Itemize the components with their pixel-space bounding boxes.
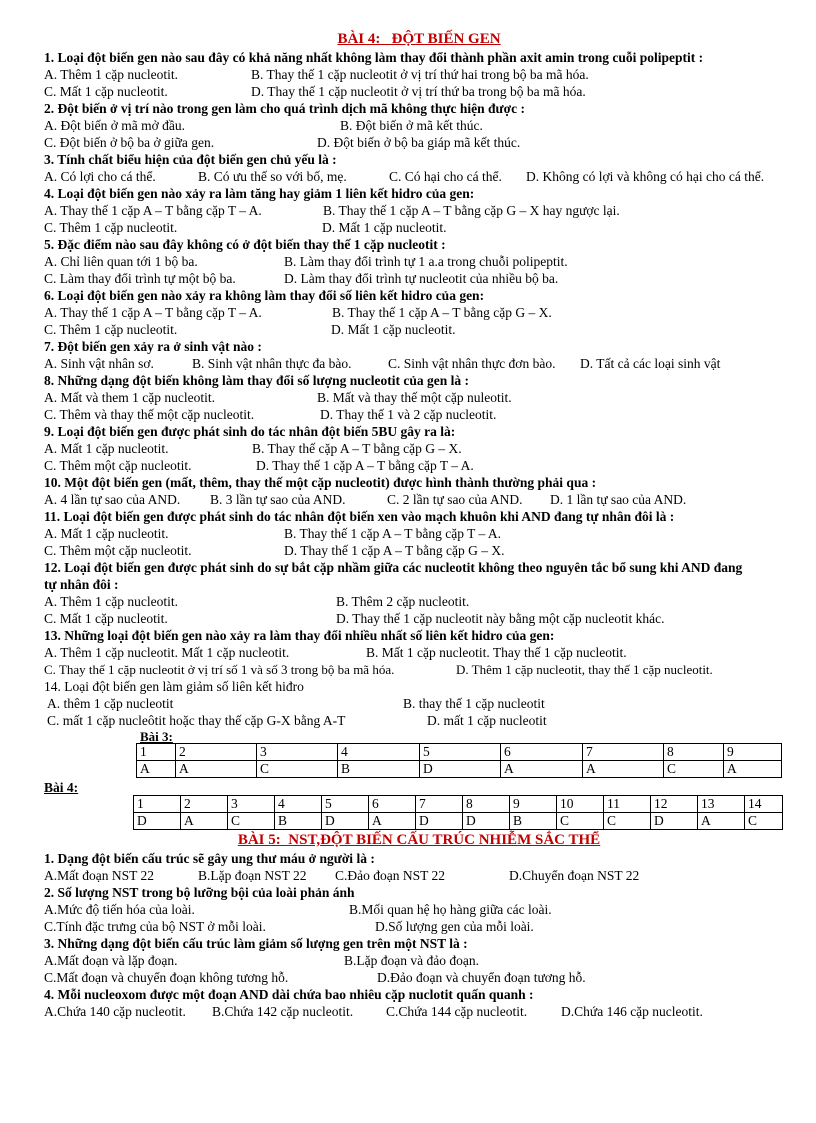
option-a: A. Đột biến ở mã mở đầu. <box>44 118 186 133</box>
option-c: C. mất 1 cặp nucleôtit hoặc thay thế cặp G-X bằng A-T <box>47 713 346 728</box>
question-1: 1. Loại đột biến gen nào sau đây có khả năng nhất không làm thay đổi thành phần axit amin trong cuỗi polipeptit : <box>44 50 704 65</box>
option-d: D. Làm thay đổi trình tự nucleotit của nhiều bộ ba. <box>284 271 559 286</box>
option-d: D.Số lượng gen của mỗi loài. <box>375 919 534 934</box>
option-b: B. Thay thế cặp A – T bằng cặp G – X. <box>252 441 462 456</box>
option-c: C. Thêm và thay thế một cặp nucleotit. <box>44 407 255 422</box>
options-row <box>44 117 794 134</box>
bai4-answer-block <box>44 779 794 831</box>
table-row <box>134 813 783 830</box>
table-cell: 4 <box>338 744 420 761</box>
option-a: A. Thêm 1 cặp nucleotit. <box>44 67 178 82</box>
question-6: 6. Loại đột biến gen nào xảy ra không làm thay đổi số liên kết hidro của gen: <box>44 288 485 303</box>
options-row <box>44 491 794 508</box>
table-cell: 7 <box>583 744 664 761</box>
option-b: B. Thay thế 1 cặp A – T bằng cặp G – X hay ngược lại. <box>323 203 620 218</box>
table-cell: 12 <box>651 796 698 813</box>
option-a: A.Mất đoạn và lặp đoạn. <box>44 953 178 968</box>
table-cell: 3 <box>257 744 338 761</box>
table-cell: C <box>257 761 338 778</box>
bai4-label: Bài 4: <box>44 780 79 795</box>
options-row <box>44 593 794 610</box>
option-d: D. Thay thế 1 cặp A – T bằng cặp T – A. <box>256 458 474 473</box>
option-c: C.Tính đặc trưng của bộ NST ở mỗi loài. <box>44 919 266 934</box>
table-cell: 11 <box>604 796 651 813</box>
option-c: C. Mất 1 cặp nucleotit. <box>44 84 168 99</box>
options-row <box>44 389 794 406</box>
options-row <box>44 901 794 918</box>
options-row <box>44 712 794 729</box>
document-page <box>44 30 794 1020</box>
table-cell: 1 <box>137 744 176 761</box>
option-c: C. Làm thay đổi trình tự một bộ ba. <box>44 271 236 286</box>
options-row <box>44 321 794 338</box>
option-c: C. Thêm một cặp nucleotit. <box>44 458 192 473</box>
option-d: D. Tất cả các loại sinh vật <box>580 356 721 371</box>
options-row <box>44 695 794 712</box>
options-row <box>44 219 794 236</box>
option-b: B. Làm thay đổi trình tự 1 a.a trong chuỗi polipeptit. <box>284 254 568 269</box>
table-cell: C <box>664 761 724 778</box>
option-a: A. Thêm 1 cặp nucleotit. <box>44 594 178 609</box>
table-cell: 5 <box>420 744 501 761</box>
question-3: 3. Tính chất biểu hiện của đột biến gen chủ yếu là : <box>44 152 337 167</box>
table-cell: D <box>420 761 501 778</box>
option-b: B. Đột biến ở mã kết thúc. <box>340 118 483 133</box>
question-5: 5. Đặc điểm nào sau đây không có ở đột biến thay thế 1 cặp nucleotit : <box>44 237 446 252</box>
option-c: C.Đảo đoạn NST 22 <box>335 868 445 883</box>
option-d: D. Thay thế 1 cặp nucleotit này bằng một cặp nucleotit khác. <box>336 611 665 626</box>
options-row <box>44 202 794 219</box>
option-b: B. Sinh vật nhân thực đa bào. <box>192 356 352 371</box>
option-d: D. Thay thế 1 cặp A – T bằng cặp G – X. <box>284 543 505 558</box>
bai3-answer-table <box>136 743 782 778</box>
option-c: C. Sinh vật nhân thực đơn bào. <box>388 356 556 371</box>
question-2: 2. Số lượng NST trong bộ lưỡng bội của loài phản ánh <box>44 885 355 900</box>
table-cell: A <box>369 813 416 830</box>
section-title-bai4: BÀI 4: ĐỘT BIẾN GEN <box>337 31 501 47</box>
table-cell: A <box>698 813 745 830</box>
option-a: A. Mất 1 cặp nucleotit. <box>44 441 169 456</box>
table-cell: B <box>275 813 322 830</box>
option-a: A. Thay thế 1 cặp A – T bằng cặp T – A. <box>44 305 262 320</box>
option-b: B. Thay thế 1 cặp nucleotit ở vị trí thứ hai trong bộ ba mã hóa. <box>251 67 589 82</box>
options-row <box>44 440 794 457</box>
table-cell: C <box>228 813 275 830</box>
options-row <box>44 134 794 151</box>
table-cell: C <box>557 813 604 830</box>
table-cell: B <box>338 761 420 778</box>
table-cell: A <box>724 761 782 778</box>
option-c: C. 2 lần tự sao của AND. <box>387 492 523 507</box>
option-a: A. Chỉ liên quan tới 1 bộ ba. <box>44 254 198 269</box>
options-row <box>44 168 794 185</box>
options-row <box>44 610 794 627</box>
table-cell: D <box>322 813 369 830</box>
option-b: B. Thay thế 1 cặp A – T bằng cặp G – X. <box>332 305 552 320</box>
table-cell: A <box>176 761 257 778</box>
table-cell: A <box>583 761 664 778</box>
table-cell: 5 <box>322 796 369 813</box>
option-c: C. Thay thế 1 cặp nucleotit ở vị trí số 1 và số 3 trong bộ ba mã hóa. <box>44 662 395 677</box>
question-12: 12. Loại đột biến gen được phát sinh do sự bắt cặp nhầm giữa các nucleotit không theo nguyên tắc bổ sung khi AND đang tự nhân đôi : <box>44 560 743 592</box>
option-b: B. Thay thế 1 cặp A – T bằng cặp T – A. <box>284 526 501 541</box>
section-title-bai5: BÀI 5: NST,ĐỘT BIẾN CẤU TRÚC NHIỄM SẮC THỂ <box>237 832 601 848</box>
option-b: B. Thêm 2 cặp nucleotit. <box>336 594 470 609</box>
option-c: C. Có hại cho cá thể. <box>389 169 502 184</box>
options-row <box>44 661 794 678</box>
table-cell: 1 <box>134 796 181 813</box>
option-a: A.Mức độ tiến hóa của loài. <box>44 902 195 917</box>
table-cell: A <box>501 761 583 778</box>
question-4: 4. Loại đột biến gen nào xảy ra làm tăng hay giảm 1 liên kết hidro của gen: <box>44 186 475 201</box>
table-cell: 2 <box>181 796 228 813</box>
option-a: A.Mất đoạn NST 22 <box>44 868 154 883</box>
bai3-answer-block <box>44 729 794 779</box>
option-d: D. Không có lợi và không có hại cho cá thể. <box>526 169 765 184</box>
option-d: D. Thay thế 1 cặp nucleotit ở vị trí thứ ba trong bộ ba mã hóa. <box>251 84 586 99</box>
table-cell: 4 <box>275 796 322 813</box>
question-2: 2. Đột biến ở vị trí nào trong gen làm cho quá trình dịch mã không thực hiện được : <box>44 101 525 116</box>
table-cell: A <box>137 761 176 778</box>
option-a: A.Chứa 140 cặp nucleotit. <box>44 1004 186 1019</box>
table-row <box>137 744 782 761</box>
option-a: A. Thay thế 1 cặp A – T bằng cặp T – A. <box>44 203 262 218</box>
options-row <box>44 952 794 969</box>
question-4: 4. Mỗi nucleoxom được một đoạn AND dài chứa bao nhiêu cặp nuclotit quấn quanh : <box>44 987 534 1002</box>
option-a: A. Mất 1 cặp nucleotit. <box>44 526 169 541</box>
option-d: D. Đột biến ở bộ ba giáp mã kết thúc. <box>317 135 521 150</box>
option-c: C. Thêm 1 cặp nucleotit. <box>44 322 178 337</box>
options-row <box>44 355 794 372</box>
option-c: C. Mất 1 cặp nucleotit. <box>44 611 168 626</box>
table-cell: 7 <box>416 796 463 813</box>
table-cell: 6 <box>501 744 583 761</box>
table-cell: 8 <box>664 744 724 761</box>
option-b: B.Chứa 142 cặp nucleotit. <box>212 1004 354 1019</box>
question-10: 10. Một đột biến gen (mất, thêm, thay thế một cặp nucleotit) được hình thành thường phải qua : <box>44 475 597 490</box>
options-row <box>44 270 794 287</box>
option-b: B. Mất và thay thế một cặp nuleotit. <box>317 390 512 405</box>
table-row <box>134 796 783 813</box>
option-d: D.Chuyển đoạn NST 22 <box>509 868 640 883</box>
question-7: 7. Đột biến gen xảy ra ở sinh vật nào : <box>44 339 262 354</box>
option-c: C.Mất đoạn và chuyển đoạn không tương hỗ. <box>44 970 289 985</box>
question-3: 3. Những dạng đột biến cấu trúc làm giảm số lượng gen trên một NST là : <box>44 936 468 951</box>
option-b: B. Có ưu thế so với bố, mẹ. <box>198 169 347 184</box>
option-a: A. thêm 1 cặp nucleotit <box>47 696 174 711</box>
table-cell: D <box>651 813 698 830</box>
table-cell: D <box>416 813 463 830</box>
table-row <box>137 761 782 778</box>
options-row <box>44 457 794 474</box>
options-row <box>44 867 794 884</box>
table-cell: C <box>604 813 651 830</box>
question-13: 13. Những loại đột biến gen nào xảy ra làm thay đổi nhiều nhất số liên kết hidro của gen: <box>44 628 555 643</box>
question-11: 11. Loại đột biến gen được phát sinh do tác nhân đột biến xen vào mạch khuôn khi AND đang tự nhân đôi là : <box>44 509 675 524</box>
question-8: 8. Những dạng đột biến không làm thay đổi số lượng nucleotit của gen là : <box>44 373 470 388</box>
table-cell: 10 <box>557 796 604 813</box>
options-row <box>44 969 794 986</box>
table-cell: 9 <box>724 744 782 761</box>
table-cell: 6 <box>369 796 416 813</box>
table-cell: 14 <box>745 796 783 813</box>
option-d: D. 1 lần tự sao của AND. <box>550 492 687 507</box>
bai3-label: Bài 3: <box>140 729 173 744</box>
option-b: B. thay thế 1 cặp nucleotit <box>403 696 545 711</box>
option-a: A. Sinh vật nhân sơ. <box>44 356 154 371</box>
table-cell: 2 <box>176 744 257 761</box>
option-d: D. Mất 1 cặp nucleotit. <box>331 322 456 337</box>
table-cell: B <box>510 813 557 830</box>
question-14: 14. Loại đột biến gen làm giảm số liên kết hiđro <box>44 679 304 694</box>
option-d: D.Đảo đoạn và chuyển đoạn tương hỗ. <box>377 970 586 985</box>
options-row <box>44 66 794 83</box>
option-c: C.Chứa 144 cặp nucleotit. <box>386 1004 528 1019</box>
table-cell: 3 <box>228 796 275 813</box>
option-c: C. Đột biến ở bộ ba ở giữa gen. <box>44 135 215 150</box>
question-1: 1. Dạng đột biến cấu trúc sẽ gây ung thư máu ở người là : <box>44 851 375 866</box>
bai4-answer-table <box>133 795 783 830</box>
option-a: A. Mất và them 1 cặp nucleotit. <box>44 390 215 405</box>
options-row <box>44 644 794 661</box>
table-cell: D <box>134 813 181 830</box>
option-c: C. Thêm 1 cặp nucleotit. <box>44 220 178 235</box>
question-9: 9. Loại đột biến gen được phát sinh do tác nhân đột biến 5BU gây ra là: <box>44 424 456 439</box>
option-b: B. Mất 1 cặp nucleotit. Thay thế 1 cặp nucleotit. <box>366 645 627 660</box>
options-row <box>44 1003 794 1020</box>
option-d: D. Mất 1 cặp nucleotit. <box>322 220 447 235</box>
table-cell: A <box>181 813 228 830</box>
options-row <box>44 83 794 100</box>
options-row <box>44 918 794 935</box>
table-cell: 9 <box>510 796 557 813</box>
option-d: D.Chứa 146 cặp nucleotit. <box>561 1004 703 1019</box>
option-a: A. Thêm 1 cặp nucleotit. Mất 1 cặp nucleotit. <box>44 645 290 660</box>
option-a: A. 4 lần tự sao của AND. <box>44 492 181 507</box>
options-row <box>44 525 794 542</box>
table-cell: C <box>745 813 783 830</box>
option-d: D. mất 1 cặp nucleotit <box>427 713 547 728</box>
options-row <box>44 253 794 270</box>
options-row <box>44 304 794 321</box>
option-c: C. Thêm một cặp nucleotit. <box>44 543 192 558</box>
option-b: B.Mối quan hệ họ hàng giữa các loài. <box>349 902 552 917</box>
option-b: B.Lặp đoạn và đảo đoạn. <box>344 953 479 968</box>
option-b: B. 3 lần tự sao của AND. <box>210 492 346 507</box>
option-d: D. Thêm 1 cặp nucleotit, thay thế 1 cặp nucleotit. <box>456 662 713 677</box>
option-b: B.Lặp đoạn NST 22 <box>198 868 307 883</box>
table-cell: 13 <box>698 796 745 813</box>
table-cell: D <box>463 813 510 830</box>
options-row <box>44 406 794 423</box>
table-cell: 8 <box>463 796 510 813</box>
options-row <box>44 542 794 559</box>
option-d: D. Thay thế 1 và 2 cặp nucleotit. <box>320 407 497 422</box>
option-a: A. Có lợi cho cá thể. <box>44 169 156 184</box>
